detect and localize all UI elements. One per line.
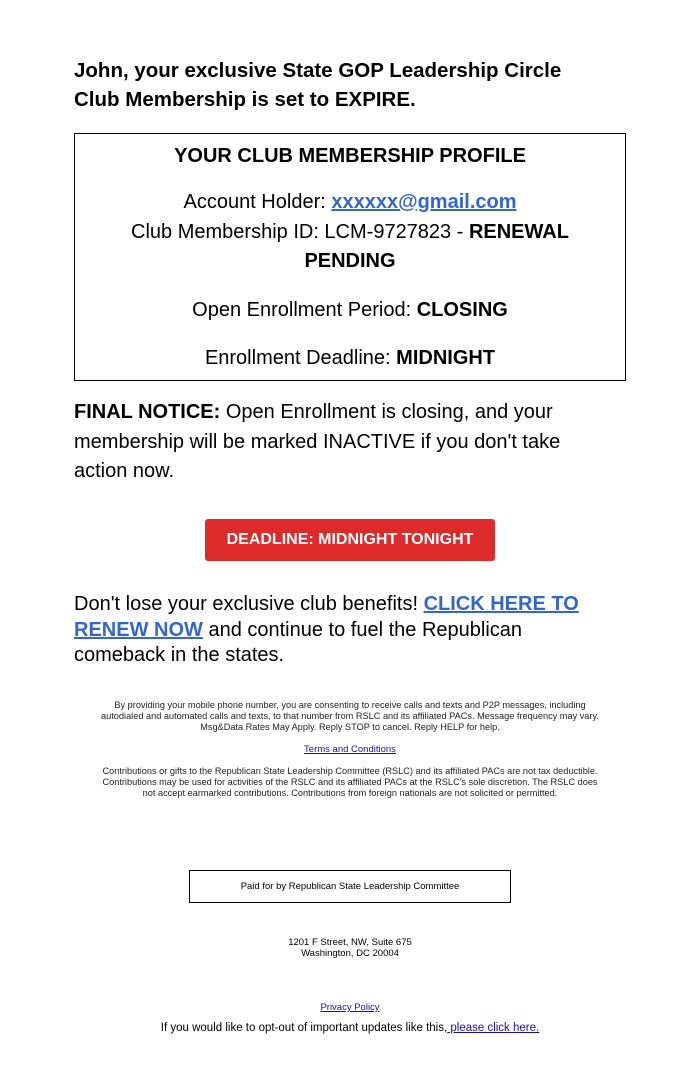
benefits-suffix: and continue to fuel the Republican	[202, 618, 523, 641]
final-notice	[74, 398, 626, 487]
membership-id-line	[75, 217, 625, 247]
opt-out-text: If you would like to opt-out of important updates like this,	[160, 1022, 448, 1034]
enrollment-period-value: CLOSING	[416, 299, 508, 321]
notice-line-1	[74, 398, 626, 428]
contribution-line-1: Contributions or gifts to the Republican State Leadership Committee (RSLC) and its affiliated PACs are not tax deductible.	[102, 766, 598, 776]
opt-out-link[interactable]: please click here.	[447, 1022, 540, 1034]
privacy-policy-link[interactable]: Privacy Policy	[320, 1002, 380, 1013]
account-email-link[interactable]: xxxxxx@gmail.com	[331, 191, 517, 213]
renew-link-part-2[interactable]: RENEW NOW	[74, 618, 203, 641]
account-holder-label: Account Holder:	[183, 191, 332, 213]
sms-disclaimer-line-2: autodialed and automated calls and texts, to that number from RSLC and its affiliated PACs. Message frequency may vary.	[101, 711, 599, 722]
notice-label: FINAL NOTICE:	[74, 401, 221, 423]
benefits-line-2	[74, 618, 626, 644]
notice-line-3: action now.	[74, 460, 175, 482]
sms-disclaimer	[74, 700, 626, 734]
sms-disclaimer-line-1: By providing your mobile phone number, you are consenting to receive calls and texts and P2P messages, including	[114, 700, 586, 710]
notice-text-1: Open Enrollment is closing, and your	[220, 401, 553, 423]
benefits-line-3: comeback in the states.	[74, 644, 285, 666]
enrollment-deadline-line	[75, 343, 625, 373]
opt-out-row	[74, 1021, 626, 1035]
membership-status-continued: PENDING	[304, 250, 396, 272]
enrollment-period-label: Open Enrollment Period:	[192, 299, 417, 321]
headline	[74, 56, 626, 114]
headline-line-1: John, your exclusive State GOP Leadership Circle	[74, 59, 562, 82]
profile-title: YOUR CLUB MEMBERSHIP PROFILE	[174, 145, 526, 167]
contribution-disclaimer	[74, 766, 626, 800]
enrollment-deadline-value: MIDNIGHT	[396, 347, 496, 369]
renew-link-part-1[interactable]: CLICK HERE TO	[423, 593, 579, 615]
address-line-2: Washington, DC 20004	[301, 948, 399, 959]
enrollment-period-line	[75, 295, 625, 325]
contribution-line-2: Contributions may be used for activities of the RSLC and its affiliated PACs at the RSLC's sole discretion. The RSLC does	[102, 777, 598, 788]
benefits-prefix: Don't lose your exclusive club benefits!	[74, 593, 424, 615]
contribution-line-3: not accept earmarked contributions. Contributions from foreign nationals are not solicited or permitted.	[142, 788, 558, 799]
address-line-1: 1201 F Street, NW, Suite 675	[288, 937, 412, 948]
benefits-line-1	[74, 592, 626, 618]
membership-id-label: Club Membership ID: LCM-9727823 -	[131, 221, 469, 243]
terms-row	[74, 744, 626, 756]
paid-for-box: Paid for by Republican State Leadership Committee	[189, 870, 511, 903]
terms-and-conditions-link[interactable]: Terms and Conditions	[304, 744, 396, 755]
mailing-address	[74, 937, 626, 959]
membership-profile-box	[74, 133, 626, 381]
account-holder-line	[75, 187, 625, 217]
headline-line-2: Club Membership is set to EXPIRE.	[74, 88, 416, 111]
enrollment-deadline-label: Enrollment Deadline:	[204, 347, 397, 369]
deadline-button[interactable]: DEADLINE: MIDNIGHT TONIGHT	[205, 519, 495, 561]
privacy-row	[74, 1002, 626, 1014]
notice-line-2: membership will be marked INACTIVE if you don't take	[74, 430, 561, 453]
membership-status: RENEWAL	[468, 221, 569, 243]
membership-status-line-2	[75, 246, 625, 276]
benefits-paragraph	[74, 592, 626, 669]
sms-disclaimer-line-3: Msg&Data Rates May Apply. Reply STOP to cancel. Reply HELP for help.	[200, 722, 500, 733]
